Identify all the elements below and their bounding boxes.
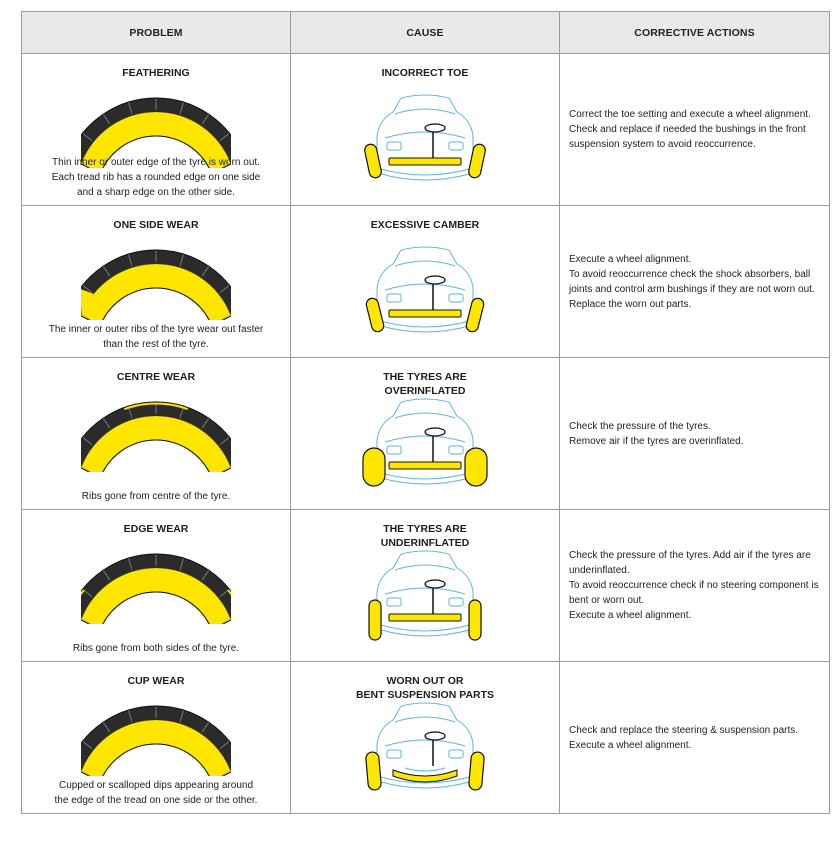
problem-title: CENTRE WEAR — [116, 371, 196, 383]
car-front-illustration — [355, 242, 495, 351]
action-text: To avoid reoccurrence check the shock absorbers, ball joints and control arm bushings if they are not worn out. — [569, 268, 815, 295]
action-text: Execute a wheel alignment. — [569, 739, 692, 751]
problem-description: The inner or outer ribs of the tyre wear out faster than the rest of the tyre. — [48, 324, 264, 350]
problem-cell — [22, 510, 291, 662]
problem-description: Ribs gone from both sides of the tyre. — [72, 643, 240, 654]
car-front-illustration — [355, 90, 495, 199]
actions-list — [560, 723, 829, 753]
actions-list — [560, 419, 829, 449]
cause-title: THE TYRES ARE UNDERINFLATED — [380, 523, 470, 549]
car-front-illustration — [355, 698, 495, 807]
cause-title: THE TYRES ARE OVERINFLATED — [383, 371, 467, 397]
cause-title: WORN OUT OR BENT SUSPENSION PARTS — [355, 675, 495, 701]
problem-title: CUP WEAR — [127, 675, 185, 687]
problem-title: FEATHERING — [122, 67, 190, 79]
tyre-wear-illustration — [22, 692, 290, 781]
tyre-wear-illustration — [22, 388, 290, 477]
corrective-actions-cell — [560, 358, 830, 510]
tyre-wear-illustration — [22, 540, 290, 629]
corrective-actions-cell — [560, 206, 830, 358]
table-row-centre-wear — [22, 358, 830, 510]
corrective-actions-cell — [560, 510, 830, 662]
cause-title: INCORRECT TOE — [381, 67, 469, 79]
problem-cell — [22, 54, 291, 206]
table-row-one-side-wear — [22, 206, 830, 358]
corrective-actions-cell — [560, 54, 830, 206]
problem-cell — [22, 662, 291, 814]
problem-title: ONE SIDE WEAR — [113, 219, 199, 231]
action-text: Execute a wheel alignment. — [569, 610, 692, 621]
problem-cell — [22, 358, 291, 510]
cause-cell — [291, 54, 560, 206]
header-corrective-actions: CORRECTIVE ACTIONS — [560, 12, 830, 54]
action-text: Execute a wheel alignment. — [569, 253, 692, 265]
cause-title: EXCESSIVE CAMBER — [370, 219, 480, 231]
table-row-feathering — [22, 54, 830, 206]
actions-list — [560, 548, 829, 623]
problem-description: Cupped or scalloped dips appearing around the edge of the tread on one side or the other. — [54, 780, 258, 806]
corrective-actions-cell — [560, 662, 830, 814]
tyre-wear-table — [21, 11, 830, 814]
cause-cell — [291, 510, 560, 662]
action-text: Correct the toe setting and execute a wheel alignment. — [569, 109, 811, 120]
car-front-illustration — [355, 394, 495, 503]
header-row — [22, 12, 830, 54]
header-cause: CAUSE — [291, 12, 560, 54]
header-problem: PROBLEM — [22, 12, 291, 54]
action-text: Check the pressure of the tyres. — [569, 420, 711, 432]
cause-cell — [291, 358, 560, 510]
table-row-edge-wear — [22, 510, 830, 662]
cause-cell — [291, 662, 560, 814]
action-text: To avoid reoccurrence check if no steering component is bent or worn out. — [569, 580, 819, 606]
tyre-wear-illustration — [22, 236, 290, 325]
action-text: Check the pressure of the tyres. Add air if the tyres are underinflated. — [569, 550, 811, 576]
problem-description: Ribs gone from centre of the tyre. — [81, 491, 231, 502]
action-text: Remove air if the tyres are overinflated. — [569, 435, 744, 447]
car-front-illustration — [355, 546, 495, 655]
action-text: Check and replace if needed the bushings in the front suspension system to avoid reoccurrence. — [569, 124, 806, 150]
table-row-cup-wear — [22, 662, 830, 814]
actions-list — [560, 107, 829, 152]
action-text: Check and replace the steering & suspension parts. — [569, 724, 799, 736]
problem-cell — [22, 206, 291, 358]
cause-cell — [291, 206, 560, 358]
action-text: Replace the worn out parts. — [569, 298, 692, 310]
problem-title: EDGE WEAR — [123, 523, 189, 535]
actions-list — [560, 252, 829, 312]
problem-description: Thin inner or outer edge of the tyre is worn out. Each tread rib has a rounded edge on one side and a sharp edge on the other side. — [51, 157, 261, 198]
